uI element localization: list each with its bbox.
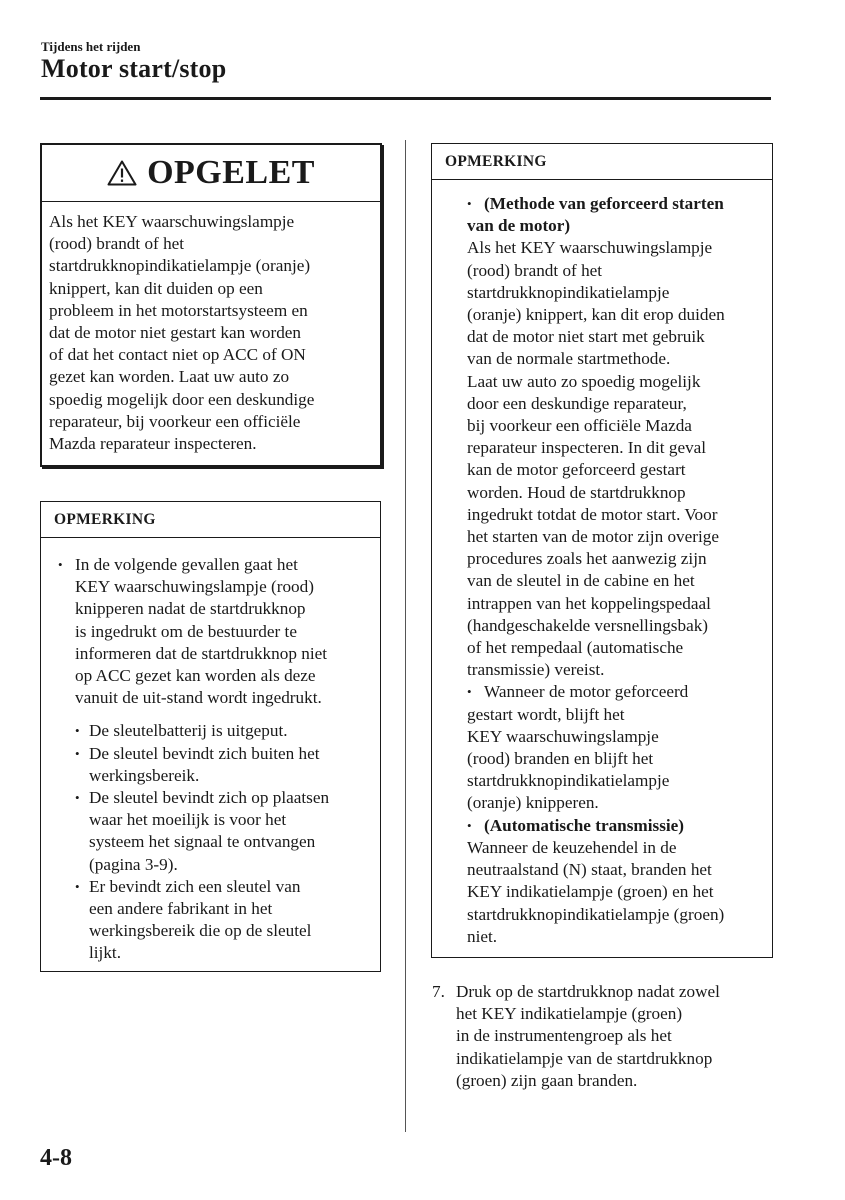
note-line: Wanneer de motor geforceerd bbox=[484, 682, 689, 702]
note-line: worden. Houd de startdrukknop bbox=[467, 482, 686, 502]
note-line: In de volgende gevallen gaat het bbox=[75, 555, 298, 574]
sub-list-item bbox=[75, 787, 374, 876]
note-body-left bbox=[41, 538, 380, 965]
bullet-icon: • bbox=[75, 745, 80, 761]
note-line: of het rempedaal (automatische bbox=[467, 638, 684, 658]
note-line: (rood) brandt of het bbox=[467, 260, 603, 280]
step-number: 7. bbox=[432, 982, 445, 1001]
sub-list-item bbox=[75, 743, 374, 787]
title-rule bbox=[40, 97, 771, 100]
caution-line: startdrukknopindikatielampje (oranje) bbox=[49, 256, 311, 276]
note-box-right bbox=[431, 143, 773, 958]
note-line: een andere fabrikant in het bbox=[89, 899, 273, 919]
caution-line: probleem in het motorstartsysteem en bbox=[49, 300, 308, 320]
note-line: is ingedrukt om de bestuurder te bbox=[75, 621, 297, 641]
note-line: Laat uw auto zo spoedig mogelijk bbox=[467, 371, 701, 391]
note-line: Als het KEY waarschuwingslampje bbox=[467, 238, 713, 258]
bullet-icon: • bbox=[75, 723, 80, 739]
bullet-icon: • bbox=[75, 790, 80, 806]
note-line: op ACC gezet kan worden als deze bbox=[75, 666, 316, 686]
caution-line: spoedig mogelijk door een deskundige bbox=[49, 389, 315, 409]
step-line: in de instrumentengroep als het bbox=[456, 1026, 672, 1046]
sub-list-item bbox=[75, 876, 374, 965]
note-bold-line: van de motor) bbox=[467, 216, 571, 236]
bullet-icon: • bbox=[467, 684, 472, 700]
note-line: kan de motor geforceerd gestart bbox=[467, 460, 686, 480]
note-line: bij voorkeur een officiële Mazda bbox=[467, 416, 692, 436]
bullet-icon: • bbox=[467, 196, 472, 211]
list-item bbox=[58, 554, 374, 709]
page-number: 4-8 bbox=[40, 1145, 72, 1171]
caution-line: dat de motor niet gestart kan worden bbox=[49, 323, 302, 343]
note-line: van de normale startmethode. bbox=[467, 349, 671, 369]
caution-title: OPGELET bbox=[147, 154, 315, 191]
list-item bbox=[449, 193, 766, 681]
step-7 bbox=[432, 981, 720, 1092]
sub-list-item bbox=[75, 720, 374, 742]
note-line: startdrukknopindikatielampje bbox=[467, 771, 670, 791]
note-line: (handgeschakelde versnellingsbak) bbox=[467, 615, 709, 635]
note-line: De sleutel bevindt zich op plaatsen bbox=[89, 788, 330, 808]
page-title: Motor start/stop bbox=[41, 54, 227, 83]
note-line: het starten van de motor zijn overige bbox=[467, 527, 719, 547]
note-line: transmissie) vereist. bbox=[467, 660, 605, 680]
bullet-icon: • bbox=[75, 878, 80, 894]
caution-box bbox=[40, 143, 382, 467]
note-line: procedures zoals het aanwezig zijn bbox=[467, 549, 707, 569]
warning-triangle-icon bbox=[107, 160, 137, 186]
caution-line: (rood) brandt of het bbox=[49, 234, 185, 254]
note-line: (oranje) knipperen. bbox=[467, 793, 599, 813]
section-label: Tijdens het rijden bbox=[41, 39, 141, 54]
note-line: Er bevindt zich een sleutel van bbox=[89, 876, 301, 896]
note-bold-line: (Automatische transmissie) bbox=[484, 815, 685, 835]
step-line: (groen) zijn gaan branden. bbox=[456, 1070, 638, 1090]
note-line: KEY waarschuwingslampje bbox=[467, 726, 659, 746]
note-line: (pagina 3-9). bbox=[89, 854, 178, 874]
note-line: niet. bbox=[467, 926, 498, 946]
note-line: startdrukknopindikatielampje bbox=[467, 282, 670, 302]
note-line: Wanneer de keuzehendel in de bbox=[467, 837, 677, 857]
note-heading-right: OPMERKING bbox=[432, 144, 772, 180]
note-line: De sleutelbatterij is uitgeput. bbox=[89, 721, 288, 741]
note-line: vanuit de uit-stand wordt ingedrukt. bbox=[75, 688, 322, 708]
note-line: dat de motor niet start met gebruik bbox=[467, 327, 705, 347]
note-line: (rood) branden en blijft het bbox=[467, 749, 654, 769]
note-line: KEY waarschuwingslampje (rood) bbox=[75, 577, 314, 597]
note-box-left bbox=[40, 501, 381, 972]
note-line: knipperen nadat de startdrukknop bbox=[75, 599, 306, 619]
note-line: gestart wordt, blijft het bbox=[467, 704, 625, 724]
caution-line: reparateur, bij voorkeur een officiële bbox=[49, 411, 301, 431]
note-line: intrappen van het koppelingspedaal bbox=[467, 593, 711, 613]
bullet-icon: • bbox=[467, 817, 472, 833]
caution-header bbox=[42, 145, 380, 202]
bullet-icon: • bbox=[58, 557, 63, 572]
note-line: lijkt. bbox=[89, 943, 121, 963]
caution-line: knippert, kan dit duiden op een bbox=[49, 278, 263, 298]
caution-line: gezet kan worden. Laat uw auto zo bbox=[49, 367, 290, 387]
list-item bbox=[449, 815, 766, 948]
note-line: informeren dat de startdrukknop niet bbox=[75, 643, 328, 663]
note-body-right bbox=[432, 180, 772, 948]
caution-line: of dat het contact niet op ACC of ON bbox=[49, 345, 306, 365]
note-line: ingedrukt totdat de motor start. Voor bbox=[467, 504, 718, 524]
note-bold-line: (Methode van geforceerd starten bbox=[484, 194, 724, 213]
caution-line: Als het KEY waarschuwingslampje bbox=[49, 212, 295, 231]
note-line: startdrukknopindikatielampje (groen) bbox=[467, 904, 725, 924]
note-heading-left: OPMERKING bbox=[41, 502, 380, 538]
list-item bbox=[449, 681, 766, 814]
note-line: systeem het signaal te ontvangen bbox=[89, 832, 316, 852]
note-line: van de sleutel in de cabine en het bbox=[467, 571, 695, 591]
note-line: (oranje) knippert, kan dit erop duiden bbox=[467, 305, 725, 325]
note-line: neutraalstand (N) staat, branden het bbox=[467, 860, 712, 880]
note-line: werkingsbereik die op de sleutel bbox=[89, 921, 312, 941]
step-line: indikatielampje van de startdrukknop bbox=[456, 1048, 713, 1068]
note-line: werkingsbereik. bbox=[89, 765, 200, 785]
note-line: De sleutel bevindt zich buiten het bbox=[89, 743, 320, 763]
step-line: Druk op de startdrukknop nadat zowel bbox=[456, 982, 720, 1001]
note-line: waar het moeilijk is voor het bbox=[89, 810, 287, 830]
caution-line: Mazda reparateur inspecteren. bbox=[49, 434, 257, 454]
step-line: het KEY indikatielampje (groen) bbox=[456, 1004, 683, 1024]
caution-text bbox=[42, 202, 380, 455]
column-divider bbox=[405, 140, 406, 1132]
note-line: door een deskundige reparateur, bbox=[467, 393, 687, 413]
note-line: reparateur inspecteren. In dit geval bbox=[467, 438, 707, 458]
note-line: KEY indikatielampje (groen) en het bbox=[467, 882, 714, 902]
